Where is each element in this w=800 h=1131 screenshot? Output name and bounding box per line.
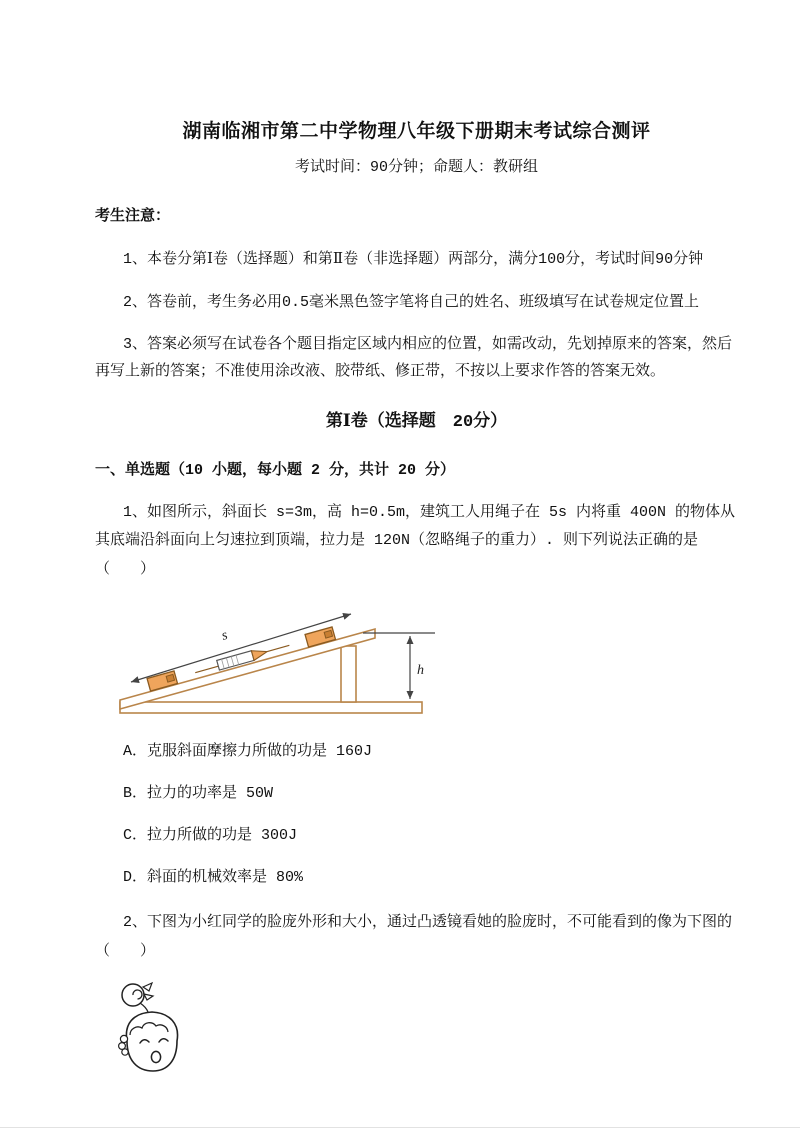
hair-bun xyxy=(122,983,153,1012)
face-outline xyxy=(126,1012,177,1071)
notice-item-2: 2、答卷前，考生务必用0.5毫米黑色签字笔将自己的姓名、班级填写在试卷规定位置上 xyxy=(123,293,700,311)
option-c: C．拉力所做的功是 300J xyxy=(123,827,298,845)
exam-meta: 考试时间：90分钟；命题人：教研组 xyxy=(294,159,538,176)
girl-face-drawing xyxy=(107,978,202,1082)
page-title: 湖南临湘市第二中学物理八年级下册期末考试综合测评 xyxy=(182,121,651,143)
h-label: h xyxy=(417,663,424,679)
support-column xyxy=(341,646,356,702)
hair-ribbon xyxy=(143,983,152,991)
incline-diagram xyxy=(117,596,447,722)
page-bottom-divider xyxy=(0,1127,800,1128)
incline-ramp xyxy=(120,629,375,709)
option-d: D．斜面的机械效率是 80% xyxy=(123,869,304,887)
notice-item-3: 3、答案必须写在试卷各个题目指定区域内相应的位置，如需改动，先划掉原来的答案，然后再写上新的答案；不准使用涂改液、胶带纸、修正带，不按以上要求作答的答案无效。 xyxy=(95,336,733,381)
notice-heading: 考生注意： xyxy=(95,208,171,225)
notice-item-1: 1、本卷分第Ⅰ卷（选择题）和第Ⅱ卷（非选择题）两部分，满分100分，考试时间90分钟 xyxy=(123,251,704,268)
option-b: B．拉力的功率是 50W xyxy=(123,785,274,803)
section1-title: 第Ⅰ卷（选择题 20分） xyxy=(325,412,508,432)
mouth xyxy=(151,1052,160,1063)
question2-text: 2、下图为小红同学的脸庞外形和大小，通过凸透镜看她的脸庞时，不可能看到的像为下图的（ ） xyxy=(95,914,733,960)
h-dimension-arrow xyxy=(410,636,424,699)
incline-figure xyxy=(117,596,738,727)
incline-base xyxy=(120,702,422,713)
question1-text: 1、如图所示，斜面长 s=3m，高 h=0.5m，建筑工人用绳子在 5s 内将重 400N 的物体从其底端沿斜面向上匀速拉到顶端，拉力是 120N（忽略绳子的重力）. 则下列说法正确的是（ ） xyxy=(95,503,736,578)
subsection-title: 一、单选题（10 小题，每小题 2 分，共计 20 分） xyxy=(95,461,456,479)
s-label: s xyxy=(219,628,230,645)
question1-options xyxy=(95,741,738,888)
option-a: A．克服斜面摩擦力所做的功是 160J xyxy=(123,743,373,761)
girl-face-figure xyxy=(107,978,738,1087)
